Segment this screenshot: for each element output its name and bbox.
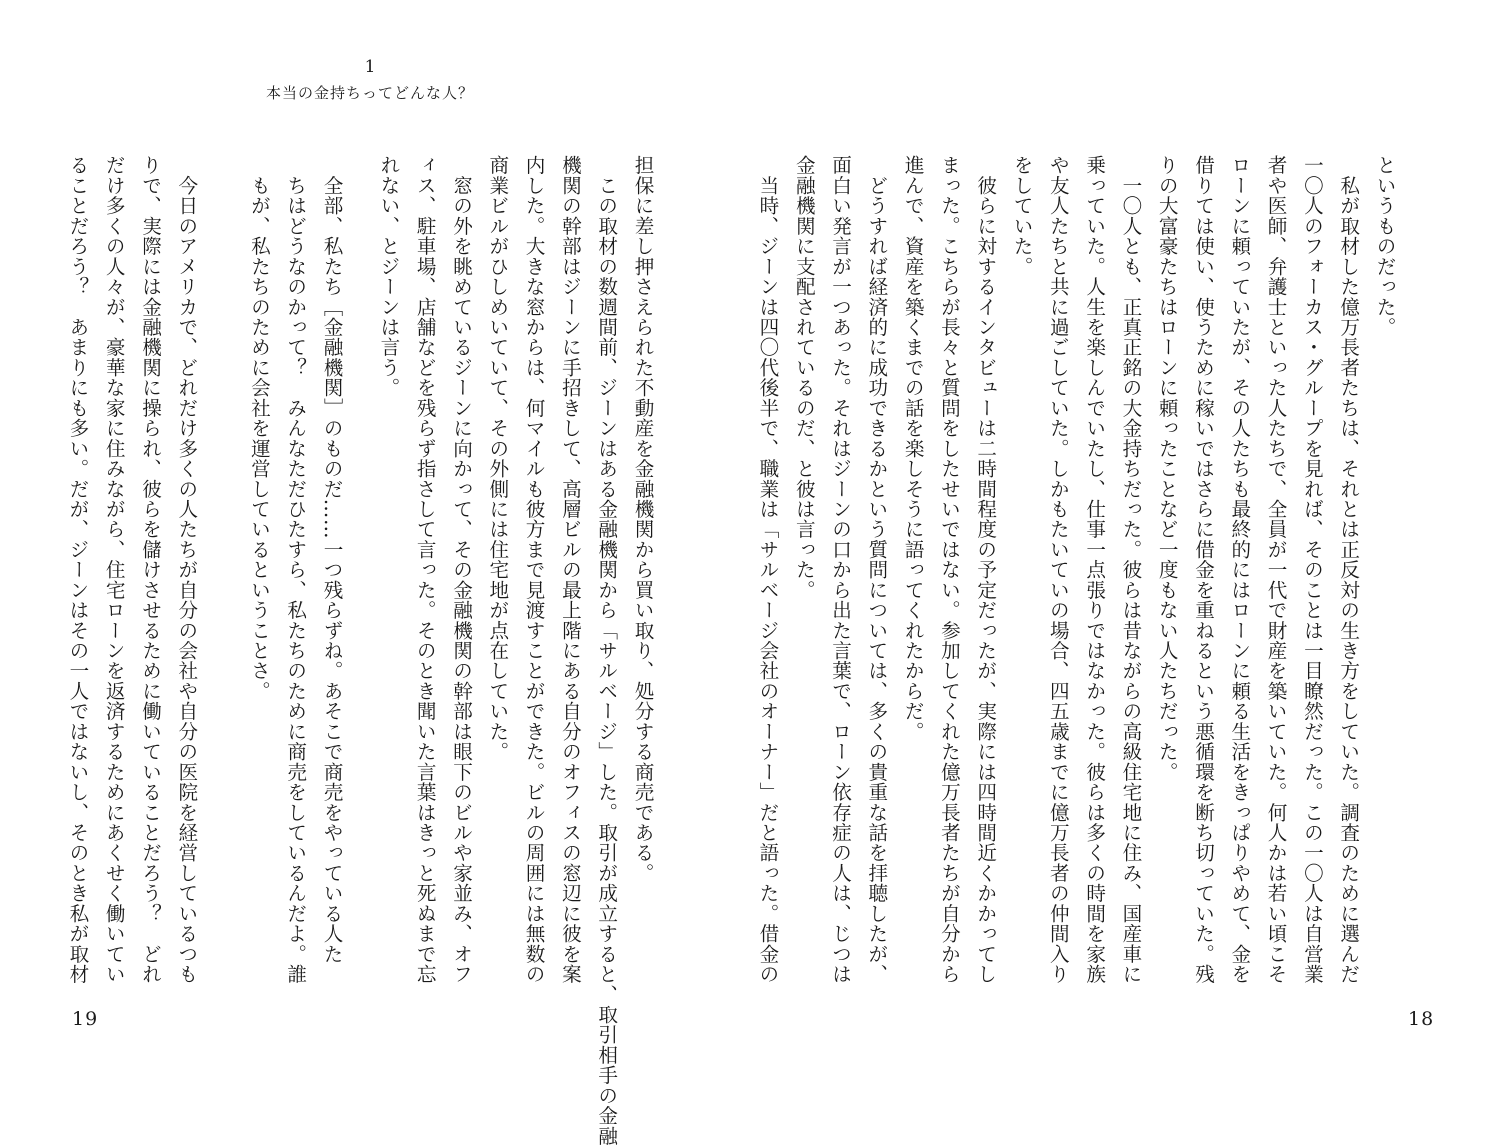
text-line: や友人たちと共に過ごしていた。しかもたいていの場合、四五歳までに億万長者の仲間入り xyxy=(1046,155,1070,985)
text-line: 一〇人のフォーカス・グループを見れば、そのことは一目瞭然だった。この一〇人は自営業 xyxy=(1300,155,1324,985)
text-line: 私が取材した億万長者たちは、それとは正反対の生き方をしていた。調査のために選んだ xyxy=(1336,155,1360,985)
text-line: 全部、私たち［金融機関］のものだ……一つ残らずね。あそこで商売をやっている人た xyxy=(320,155,343,964)
text-line: 担保に差し押さえられた不動産を金融機関から買い取り、処分する商売である。 xyxy=(631,155,654,883)
text-line: 一〇人とも、正真正銘の大金持ちだった。彼らは昔ながらの高級住宅地に住み、国産車に xyxy=(1118,155,1142,985)
page-number-right: 18 xyxy=(1408,1008,1435,1030)
text-line: 彼らに対するインタビューは二時間程度の予定だったが、実際には四時間近くかかってし xyxy=(973,155,997,985)
chapter-title: 本当の金持ちってどんな人？ xyxy=(265,84,474,102)
text-line: だけ多くの人々が、豪華な家に住みながら、住宅ローンを返済するためにあくせく働いてい xyxy=(102,155,126,985)
text-line: ローンに頼っていたが、その人たちも最終的にはローンに頼る生活をきっぱりやめて、金を xyxy=(1227,155,1251,985)
text-line: 今日のアメリカで、どれだけ多くの人たちが自分の会社や自分の医院を経営しているつも xyxy=(174,155,198,985)
text-line: この取材の数週間前、ジーンはある金融機関から「サルベージ」した。取引が成立すると、取引相手の金融 xyxy=(594,155,618,1146)
text-line: れない、とジーンは言う。 xyxy=(376,155,400,398)
text-line: 進んで、資産を築くまでの話を楽しそうに語ってくれたからだ。 xyxy=(901,155,925,742)
page-number-left: 19 xyxy=(72,1008,99,1030)
text-line: 者や医師、弁護士といった人たちで、全員が一代で財産を築いていた。何人かは若い頃こそ xyxy=(1264,155,1288,985)
text-line: 借りては使い、使うために稼いではさらに借金を重ねるという悪循環を断ち切っていた。残 xyxy=(1191,155,1215,985)
text-line: 窓の外を眺めているジーンに向かって、その金融機関の幹部は眼下のビルや家並み、オフ xyxy=(449,155,473,985)
text-line: をしていた。 xyxy=(1010,155,1034,277)
text-line: ちはどうなのかって？ みんなただひたすら、私たちのために商売をしているんだよ。誰 xyxy=(283,155,307,985)
text-line: 機関の幹部はジーンに手招きして、高層ビルの最上階にある自分のオフィスの窓辺に彼を案 xyxy=(558,155,582,985)
text-line: 商業ビルがひしめいていて、その外側には住宅地が点在していた。 xyxy=(485,155,509,762)
text-line: りの大富豪たちはローンに頼ったことなど一度もない人たちだった。 xyxy=(1155,155,1179,782)
text-line: 内した。大きな窓からは、何マイルも彼方まで見渡すことができた。ビルの周囲には無数の xyxy=(522,155,546,985)
text-line: 乗っていた。人生を楽しんでいたし、仕事一点張りではなかった。彼らは多くの時間を家族 xyxy=(1082,155,1106,985)
text-line: まった。こちらが長々と質問をしたせいではない。参加してくれた億万長者たちが自分から xyxy=(937,155,961,985)
text-line: もが、私たちのために会社を運営しているということさ。 xyxy=(247,155,271,701)
text-line: ィス、駐車場、店舗などを残らず指さして言った。そのとき聞いた言葉はきっと死ぬまで忘 xyxy=(413,155,437,985)
text-line: 金融機関に支配されているのだ、と彼は言った。 xyxy=(792,155,816,600)
text-line: というものだった。 xyxy=(1373,155,1396,337)
running-header xyxy=(250,56,490,104)
right-page-body xyxy=(755,155,1402,985)
chapter-number: 1 xyxy=(364,57,376,77)
left-page-body-quote-and-commentary xyxy=(65,155,349,985)
text-line xyxy=(204,155,240,985)
left-page-body-narrative xyxy=(368,155,660,1146)
text-line: どうすれば経済的に成功できるかという質問については、多くの貴重な話を拝聴したが、 xyxy=(864,155,888,985)
text-line: ることだろう？ あまりにも多い。だが、ジーンはその一人ではないし、そのとき私が取材 xyxy=(65,155,89,985)
text-line: りで、実際には金融機関に操られ、彼らを儲けさせるために働いていることだろう？ どれ xyxy=(138,155,162,985)
text-line: 当時、ジーンは四〇代後半で、職業は「サルベージ会社のオーナー」だと語った。借金の xyxy=(755,155,779,985)
text-line: 面白い発言が一つあった。それはジーンの口から出た言葉で、ローン依存症の人は、じつは xyxy=(828,155,852,985)
